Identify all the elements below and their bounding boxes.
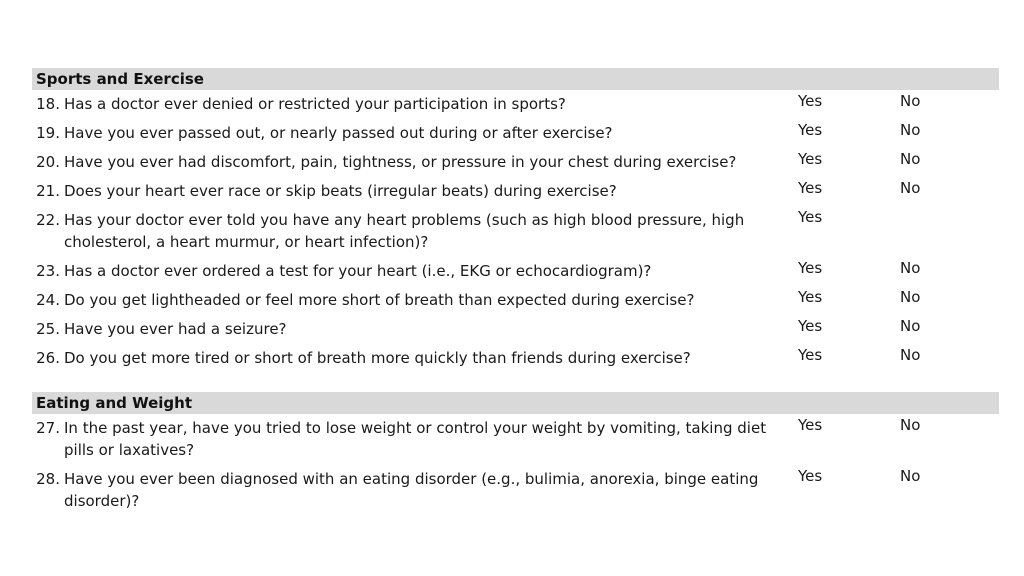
- question-row: [32, 286, 999, 315]
- question-number: 27.: [36, 419, 60, 437]
- yes-option[interactable]: Yes: [798, 208, 823, 226]
- question-text: Have you ever been diagnosed with an eating disorder (e.g., bulimia, anorexia, binge eating disorder)?: [64, 470, 759, 510]
- question-text: In the past year, have you tried to lose weight or control your weight by vomiting, taking diet pills or laxatives?: [64, 419, 767, 459]
- question-number: 20.: [36, 153, 60, 171]
- yes-option[interactable]: Yes: [798, 317, 823, 335]
- yes-option[interactable]: Yes: [798, 259, 823, 277]
- no-option[interactable]: No: [900, 467, 921, 485]
- no-option[interactable]: No: [900, 416, 921, 434]
- no-option[interactable]: No: [900, 92, 921, 110]
- question-row: [32, 206, 999, 257]
- no-option[interactable]: No: [900, 259, 921, 277]
- yes-option[interactable]: Yes: [798, 121, 823, 139]
- question-text: Do you get more tired or short of breath more quickly than friends during exercise?: [64, 349, 691, 367]
- question-row: [32, 148, 999, 177]
- yes-option[interactable]: Yes: [798, 150, 823, 168]
- no-option[interactable]: No: [900, 288, 921, 306]
- question-text: Has your doctor ever told you have any heart problems (such as high blood pressure, high cholesterol, a heart murmur, or heart infection)?: [64, 211, 745, 251]
- question-number: 28.: [36, 470, 60, 488]
- question-text: Has a doctor ever ordered a test for your heart (i.e., EKG or echocardiogram)?: [64, 262, 652, 280]
- question-number: 23.: [36, 262, 60, 280]
- yes-option[interactable]: Yes: [798, 288, 823, 306]
- question-row: [32, 414, 999, 465]
- no-option[interactable]: No: [900, 121, 921, 139]
- question-text: Do you get lightheaded or feel more short of breath than expected during exercise?: [64, 291, 695, 309]
- question-text: Have you ever had discomfort, pain, tightness, or pressure in your chest during exercise?: [64, 153, 737, 171]
- question-text: Does your heart ever race or skip beats (irregular beats) during exercise?: [64, 182, 617, 200]
- question-number: 18.: [36, 95, 60, 113]
- question-number: 26.: [36, 349, 60, 367]
- question-row: [32, 315, 999, 344]
- question-row: [32, 257, 999, 286]
- section-header-sports-exercise: Sports and Exercise: [32, 68, 999, 90]
- question-row: [32, 344, 999, 373]
- question-number: 24.: [36, 291, 60, 309]
- question-number: 19.: [36, 124, 60, 142]
- yes-option[interactable]: Yes: [798, 416, 823, 434]
- question-number: 21.: [36, 182, 60, 200]
- no-option[interactable]: No: [900, 346, 921, 364]
- yes-option[interactable]: Yes: [798, 179, 823, 197]
- no-option[interactable]: No: [900, 317, 921, 335]
- question-number: 25.: [36, 320, 60, 338]
- question-text: Have you ever had a seizure?: [64, 320, 287, 338]
- health-questionnaire: [32, 68, 999, 516]
- section-header-eating-weight: Eating and Weight: [32, 392, 999, 414]
- question-row: [32, 90, 999, 119]
- question-row: [32, 465, 999, 516]
- yes-option[interactable]: Yes: [798, 92, 823, 110]
- no-option[interactable]: No: [900, 179, 921, 197]
- yes-option[interactable]: Yes: [798, 467, 823, 485]
- question-text: Has a doctor ever denied or restricted your participation in sports?: [64, 95, 566, 113]
- question-row: [32, 177, 999, 206]
- no-option[interactable]: No: [900, 150, 921, 168]
- question-text: Have you ever passed out, or nearly passed out during or after exercise?: [64, 124, 613, 142]
- section-spacer: [32, 373, 999, 392]
- question-number: 22.: [36, 211, 60, 229]
- yes-option[interactable]: Yes: [798, 346, 823, 364]
- question-row: [32, 119, 999, 148]
